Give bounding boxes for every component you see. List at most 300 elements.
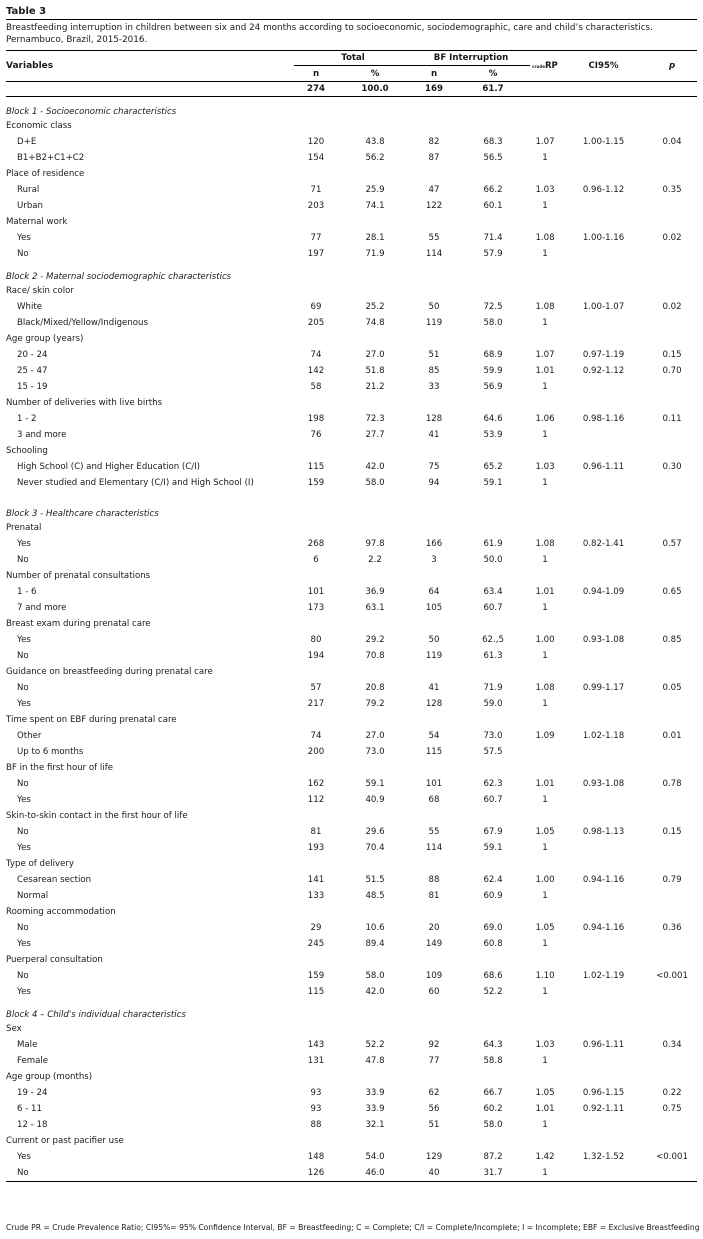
cell-p <box>647 1053 697 1069</box>
cell-pct: 79.2 <box>365 699 385 709</box>
row-label: 12 - 18 <box>17 1120 48 1130</box>
cell-pct: 58.0 <box>365 478 385 488</box>
cell-n: 6 <box>313 555 319 565</box>
header-bf-pct: % <box>488 68 498 79</box>
row-label: Yes <box>17 987 31 997</box>
header-total-pct-value: 100.0 <box>338 82 412 97</box>
variable-heading-row <box>6 664 697 680</box>
cell-rp: 1.05 <box>535 923 555 933</box>
cell-bf-n: 77 <box>428 1056 440 1066</box>
header-rp-blank <box>530 82 560 97</box>
cell-ci: 0.94-1.09 <box>582 587 625 597</box>
cell-bf-n: 85 <box>428 366 440 376</box>
cell-n: 245 <box>307 939 325 949</box>
block-heading: Block 1 - Socioeconomic characteristics <box>6 107 177 117</box>
row-label: 6 - 11 <box>17 1104 42 1114</box>
cell-rp: 1.00 <box>535 635 555 645</box>
variable-heading-row <box>6 760 697 776</box>
cell-bf-n: 60 <box>428 987 440 997</box>
cell-bf-n: 92 <box>428 1040 440 1050</box>
cell-bf-n: 119 <box>425 318 443 328</box>
table-row <box>6 299 697 315</box>
cell-bf-n: 128 <box>425 414 443 424</box>
cell-n: 205 <box>307 318 325 328</box>
cell-p: 0.34 <box>662 1040 682 1050</box>
cell-p <box>647 150 697 166</box>
cell-ci <box>560 936 647 952</box>
cell-p <box>647 888 697 904</box>
cell-bf-n: 128 <box>425 699 443 709</box>
header-crude-rp <box>530 51 560 82</box>
cell-pct: 32.1 <box>365 1120 385 1130</box>
cell-ci: 0.96-1.15 <box>582 1088 625 1098</box>
table-row <box>6 150 697 166</box>
row-label: 20 - 24 <box>17 350 48 360</box>
header-p: p <box>647 51 697 82</box>
variable-heading-row <box>6 952 697 968</box>
variable-heading-row <box>6 1021 697 1037</box>
row-label: Female <box>17 1056 49 1066</box>
cell-p: 0.57 <box>662 539 682 549</box>
row-label: 7 and more <box>17 603 67 613</box>
row-label: 25 - 47 <box>17 366 48 376</box>
cell-bf-pct: 58.8 <box>483 1056 503 1066</box>
variable-heading: Age group (years) <box>6 334 84 344</box>
row-label: White <box>17 302 42 312</box>
cell-ci <box>560 552 647 568</box>
cell-p <box>647 696 697 712</box>
row-label: Urban <box>17 201 43 211</box>
cell-bf-pct: 53.9 <box>483 430 503 440</box>
cell-rp: 1.03 <box>535 1040 555 1050</box>
table-row <box>6 411 697 427</box>
table-row <box>6 968 697 984</box>
table-row <box>6 984 697 1000</box>
cell-bf-n: 3 <box>431 555 437 565</box>
cell-p <box>647 1117 697 1133</box>
cell-ci: 1.32-1.52 <box>582 1152 625 1162</box>
variable-heading-row <box>6 443 697 459</box>
cell-bf-pct: 60.2 <box>483 1104 503 1114</box>
spacer-cell <box>6 491 697 499</box>
cell-p: 0.78 <box>662 779 682 789</box>
cell-bf-n: 47 <box>428 185 440 195</box>
cell-rp: 1 <box>542 555 548 565</box>
cell-bf-pct: 57.5 <box>483 747 503 757</box>
variable-heading: Schooling <box>6 446 48 456</box>
cell-bf-n: 82 <box>428 137 440 147</box>
row-label: No <box>6 1165 294 1182</box>
cell-bf-pct: 60.1 <box>483 201 503 211</box>
cell-bf-n: 33 <box>428 382 440 392</box>
cell-pct: 2.2 <box>368 555 382 565</box>
cell-pct: 74.1 <box>365 201 385 211</box>
cell-n: 142 <box>307 366 325 376</box>
row-label: No <box>17 923 29 933</box>
variable-heading: Skin-to-skin contact in the first hour of life <box>6 811 188 821</box>
cell-bf-pct: 66.7 <box>483 1088 503 1098</box>
cell-pct: 74.8 <box>365 318 385 328</box>
cell-n: 200 <box>307 747 325 757</box>
variable-heading: Number of deliveries with live births <box>6 398 163 408</box>
cell-n: 69 <box>310 302 322 312</box>
variable-heading-row <box>6 520 697 536</box>
cell-ci <box>560 600 647 616</box>
cell-n: 74 <box>310 350 322 360</box>
cell-rp: 1 <box>542 987 548 997</box>
cell-bf-n: 40 <box>412 1165 456 1182</box>
row-label: Other <box>17 731 42 741</box>
row-label: 3 and more <box>17 430 67 440</box>
table-page <box>6 0 697 1182</box>
variable-heading-row <box>6 166 697 182</box>
cell-rp: 1 <box>542 318 548 328</box>
cell-pct: 52.2 <box>365 1040 385 1050</box>
header-total-pct: % <box>370 68 380 79</box>
cell-bf-n: 122 <box>425 201 443 211</box>
row-label: B1+B2+C1+C2 <box>17 153 85 163</box>
cell-n: 141 <box>307 875 325 885</box>
block-heading: Block 2 - Maternal sociodemographic characteristics <box>6 272 232 282</box>
cell-ci: 0.93-1.08 <box>582 635 625 645</box>
cell-n: 93 <box>310 1088 322 1098</box>
block-heading-row <box>6 97 697 119</box>
header-total-n: n <box>312 68 320 79</box>
table-row <box>6 792 697 808</box>
cell-bf-pct: 60.9 <box>483 891 503 901</box>
cell-ci: 0.99-1.17 <box>582 683 625 693</box>
table-row <box>6 552 697 568</box>
cell-ci: 0.94-1.16 <box>582 875 625 885</box>
cell-ci <box>560 744 647 760</box>
cell-ci <box>560 1165 647 1182</box>
cell-n: 58 <box>310 382 322 392</box>
block-heading: Block 4 – Child's individual characteristics <box>6 1010 186 1020</box>
table-row <box>6 379 697 395</box>
cell-rp: 1 <box>542 1120 548 1130</box>
table-row <box>6 648 697 664</box>
variable-heading: Time spent on EBF during prenatal care <box>6 715 177 725</box>
cell-pct: 54.0 <box>365 1152 385 1162</box>
cell-n: 131 <box>307 1056 325 1066</box>
cell-p <box>647 744 697 760</box>
variable-heading-row <box>6 1069 697 1085</box>
table-row <box>6 475 697 491</box>
cell-pct: 43.8 <box>365 137 385 147</box>
table-row <box>6 427 697 443</box>
header-p-blank <box>647 82 697 97</box>
cell-ci <box>560 648 647 664</box>
cell-bf-pct: 31.7 <box>456 1165 530 1182</box>
table-row <box>6 459 697 475</box>
row-label: 19 - 24 <box>17 1088 48 1098</box>
variable-heading-row <box>6 568 697 584</box>
cell-pct: 20.8 <box>365 683 385 693</box>
cell-bf-n: 20 <box>428 923 440 933</box>
cell-pct: 28.1 <box>365 233 385 243</box>
cell-bf-pct: 56.9 <box>483 382 503 392</box>
cell-p <box>647 648 697 664</box>
cell-pct: 73.0 <box>365 747 385 757</box>
cell-rp: 1.07 <box>535 350 555 360</box>
cell-bf-pct: 68.9 <box>483 350 503 360</box>
cell-ci: 0.82-1.41 <box>582 539 625 549</box>
cell-p <box>647 427 697 443</box>
table-row <box>6 744 697 760</box>
cell-rp: 1.09 <box>535 731 555 741</box>
cell-bf-pct: 59.9 <box>483 366 503 376</box>
table-row <box>6 198 697 214</box>
cell-n: 143 <box>307 1040 325 1050</box>
cell-n: 115 <box>307 987 325 997</box>
cell-bf-n: 68 <box>428 795 440 805</box>
cell-bf-n: 87 <box>428 153 440 163</box>
cell-p: 0.02 <box>662 302 682 312</box>
cell-p <box>647 315 697 331</box>
cell-bf-pct: 58.0 <box>483 1120 503 1130</box>
block-heading-row <box>6 262 697 283</box>
cell-rp: 1 <box>542 382 548 392</box>
cell-bf-pct: 57.9 <box>483 249 503 259</box>
cell-pct: 42.0 <box>365 987 385 997</box>
table-row <box>6 536 697 552</box>
variable-heading-row <box>6 214 697 230</box>
cell-n: 198 <box>307 414 325 424</box>
row-label: No <box>17 555 29 565</box>
table-row <box>6 632 697 648</box>
cell-pct: 36.9 <box>365 587 385 597</box>
cell-n: 93 <box>310 1104 322 1114</box>
variable-heading: Age group (months) <box>6 1072 93 1082</box>
cell-ci <box>560 379 647 395</box>
variable-heading: Number of prenatal consultations <box>6 571 151 581</box>
cell-bf-pct: 65.2 <box>483 462 503 472</box>
cell-bf-n: 88 <box>428 875 440 885</box>
variable-heading: Breast exam during prenatal care <box>6 619 151 629</box>
cell-n: 126 <box>294 1165 338 1182</box>
cell-p: 0.79 <box>662 875 682 885</box>
cell-pct: 25.9 <box>365 185 385 195</box>
cell-p <box>647 246 697 262</box>
cell-bf-pct: 73.0 <box>483 731 503 741</box>
variable-heading-row <box>6 856 697 872</box>
cell-ci: 1.00-1.15 <box>582 137 625 147</box>
cell-p <box>647 840 697 856</box>
cell-ci <box>560 840 647 856</box>
cell-pct: 27.0 <box>365 350 385 360</box>
table-row <box>6 182 697 198</box>
cell-pct: 21.2 <box>365 382 385 392</box>
table-row <box>6 230 697 246</box>
cell-ci <box>560 984 647 1000</box>
variable-heading: Guidance on breastfeeding during prenatal care <box>6 667 213 677</box>
cell-pct: 59.1 <box>365 779 385 789</box>
row-label: Yes <box>17 699 31 709</box>
variable-heading: Type of delivery <box>6 859 74 869</box>
cell-ci: 0.96-1.11 <box>582 462 625 472</box>
cell-bf-pct: 63.4 <box>483 587 503 597</box>
cell-bf-n: 115 <box>425 747 443 757</box>
cell-ci <box>560 427 647 443</box>
table-header <box>6 51 697 97</box>
cell-rp: 1.08 <box>535 302 555 312</box>
variable-heading: Race/ skin color <box>6 286 74 296</box>
table-row <box>6 1165 697 1182</box>
cell-bf-n: 62 <box>428 1088 440 1098</box>
variable-heading: Puerperal consultation <box>6 955 103 965</box>
cell-rp: 1.01 <box>535 366 555 376</box>
variable-heading-row <box>6 616 697 632</box>
table-row <box>6 680 697 696</box>
cell-n: 203 <box>307 201 325 211</box>
cell-p <box>647 198 697 214</box>
header-bf-pct-value: 61.7 <box>456 82 530 97</box>
cell-rp: 1 <box>542 939 548 949</box>
cell-bf-pct: 62.3 <box>483 779 503 789</box>
cell-pct: 33.9 <box>365 1088 385 1098</box>
cell-p: 0.85 <box>662 635 682 645</box>
variable-heading: Prenatal <box>6 523 42 533</box>
cell-rp: 1.06 <box>535 414 555 424</box>
table-row <box>6 1101 697 1117</box>
cell-pct: 33.9 <box>365 1104 385 1114</box>
cell-pct: 29.6 <box>365 827 385 837</box>
cell-bf-n: 119 <box>425 651 443 661</box>
cell-bf-pct: 60.7 <box>483 795 503 805</box>
cell-n: 197 <box>307 249 325 259</box>
cell-ci: 1.00-1.07 <box>582 302 625 312</box>
row-label: Up to 6 months <box>17 747 84 757</box>
cell-bf-n: 64 <box>428 587 440 597</box>
cell-bf-pct: 60.7 <box>483 603 503 613</box>
cell-rp: 1.42 <box>535 1152 555 1162</box>
cell-n: 159 <box>307 971 325 981</box>
cell-n: 101 <box>307 587 325 597</box>
block-heading: Block 3 - Healthcare characteristics <box>6 509 159 519</box>
cell-bf-n: 101 <box>425 779 443 789</box>
variable-heading-row <box>6 904 697 920</box>
cell-rp: 1 <box>542 699 548 709</box>
cell-n: 154 <box>307 153 325 163</box>
cell-n: 162 <box>307 779 325 789</box>
cell-rp: 1.03 <box>535 462 555 472</box>
row-label: No <box>17 779 29 789</box>
cell-rp: 1.08 <box>535 539 555 549</box>
cell-n: 77 <box>310 233 322 243</box>
row-label: Yes <box>17 233 31 243</box>
cell-p: 0.04 <box>662 137 682 147</box>
table-row <box>6 936 697 952</box>
cell-rp: 1 <box>542 795 548 805</box>
cell-pct: 46.0 <box>338 1165 412 1182</box>
cell-pct: 25.2 <box>365 302 385 312</box>
cell-bf-pct: 72.5 <box>483 302 503 312</box>
cell-n: 115 <box>307 462 325 472</box>
cell-bf-n: 94 <box>428 478 440 488</box>
cell-ci <box>560 1117 647 1133</box>
header-variables: Variables <box>6 51 294 82</box>
row-label: Black/Mixed/Yellow/Indigenous <box>17 318 148 328</box>
cell-rp: 1.00 <box>535 875 555 885</box>
cell-bf-n: 166 <box>425 539 443 549</box>
cell-bf-n: 114 <box>425 843 443 853</box>
cell-bf-pct: 87.2 <box>483 1152 503 1162</box>
cell-rp: 1.05 <box>535 827 555 837</box>
row-label: High School (C) and Higher Education (C/I) <box>17 462 201 472</box>
variable-heading-row <box>6 331 697 347</box>
cell-bf-pct: 50.0 <box>483 555 503 565</box>
cell-n: 80 <box>310 635 322 645</box>
cell-bf-n: 56 <box>428 1104 440 1114</box>
cell-ci <box>560 475 647 491</box>
header-rp: RP <box>544 61 558 71</box>
cell-pct: 42.0 <box>365 462 385 472</box>
header-bf-interruption: BF Interruption <box>412 51 530 66</box>
row-label: Yes <box>17 635 31 645</box>
cell-ci <box>560 1053 647 1069</box>
row-label: D+E <box>17 137 37 147</box>
cell-rp: 1 <box>530 1165 560 1182</box>
cell-p: 0.22 <box>662 1088 682 1098</box>
cell-bf-n: 129 <box>425 1152 443 1162</box>
cell-ci: 1.02-1.18 <box>582 731 625 741</box>
header-ci-blank <box>560 82 647 97</box>
cell-bf-pct: 62.4 <box>483 875 503 885</box>
cell-bf-n: 75 <box>428 462 440 472</box>
cell-rp: 1.03 <box>535 185 555 195</box>
variable-heading-row <box>6 712 697 728</box>
cell-bf-n: 51 <box>428 1120 440 1130</box>
row-label: Never studied and Elementary (C/I) and High School (I) <box>17 478 254 488</box>
table-row <box>6 347 697 363</box>
table-row <box>6 1085 697 1101</box>
row-label: No <box>17 249 29 259</box>
header-crude: crude <box>532 64 545 69</box>
cell-ci <box>560 315 647 331</box>
cell-p: 0.70 <box>662 366 682 376</box>
cell-n: 120 <box>307 137 325 147</box>
table-row <box>6 1053 697 1069</box>
cell-n: 74 <box>310 731 322 741</box>
row-label: Rural <box>17 185 40 195</box>
cell-bf-pct: 60.8 <box>483 939 503 949</box>
table-row <box>6 840 697 856</box>
cell-n: 194 <box>307 651 325 661</box>
variable-heading: Sex <box>6 1024 22 1034</box>
cell-p <box>647 984 697 1000</box>
variable-heading-row <box>6 808 697 824</box>
cell-rp: 1 <box>542 891 548 901</box>
cell-bf-n: 51 <box>428 350 440 360</box>
cell-n: 193 <box>307 843 325 853</box>
cell-pct: 27.7 <box>365 430 385 440</box>
cell-bf-n: 105 <box>425 603 443 613</box>
block-heading-row <box>6 1000 697 1021</box>
cell-pct: 70.4 <box>365 843 385 853</box>
cell-p: 0.01 <box>662 731 682 741</box>
cell-p <box>647 552 697 568</box>
cell-bf-n: 149 <box>425 939 443 949</box>
row-label: Normal <box>17 891 49 901</box>
cell-ci <box>560 246 647 262</box>
cell-bf-pct: 52.2 <box>483 987 503 997</box>
table-title-bar <box>6 0 697 20</box>
header-bf-n: n <box>430 68 438 79</box>
row-label: No <box>17 651 29 661</box>
table-row <box>6 584 697 600</box>
table-row <box>6 728 697 744</box>
row-label: 1 - 6 <box>17 587 37 597</box>
